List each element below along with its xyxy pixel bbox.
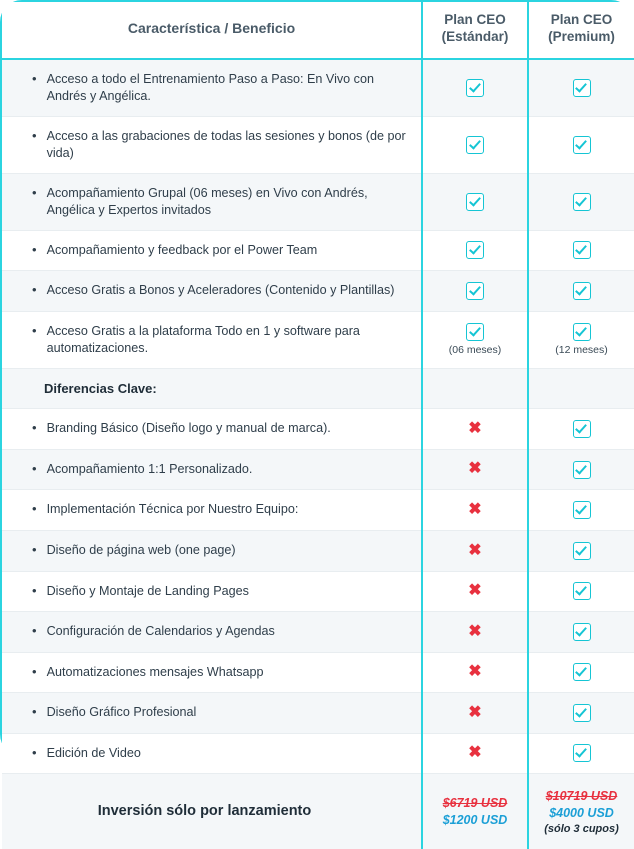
- plan-standard-cell: [422, 59, 528, 117]
- header-plan-standard: [422, 2, 528, 59]
- plan-premium-cell: [528, 449, 634, 490]
- plan-premium-cell: [528, 490, 634, 531]
- bullet-icon: •: [32, 460, 37, 476]
- feature-label: Acceso a las grabaciones de todas las sesiones y bonos (de por vida): [46, 128, 406, 160]
- feature-label: Acceso Gratis a Bonos y Aceleradores (Contenido y Plantillas): [46, 283, 395, 298]
- check-icon: [573, 704, 591, 722]
- pricing-premium-cell: [528, 774, 634, 849]
- bullet-icon: •: [32, 663, 37, 679]
- bullet-item: [32, 704, 407, 722]
- plan-premium-cell: [528, 368, 634, 409]
- plan-premium-cell: [528, 230, 634, 271]
- plan-standard-cell: [422, 733, 528, 774]
- bullet-item: [32, 461, 407, 479]
- bullet-item: [32, 71, 407, 105]
- feature-label: Branding Básico (Diseño logo y manual de marca).: [46, 421, 331, 436]
- feature-label: Configuración de Calendarios y Agendas: [46, 624, 275, 639]
- feature-cell: [2, 693, 422, 734]
- feature-label: Acompañamiento Grupal (06 meses) en Vivo con Andrés, Angélica y Expertos invitados: [46, 185, 368, 217]
- table-body: [2, 59, 634, 849]
- cross-icon: ✖: [468, 541, 482, 559]
- feature-cell: [2, 230, 422, 271]
- table-row: [2, 173, 634, 230]
- plan-standard-cell: [422, 449, 528, 490]
- bullet-icon: •: [32, 70, 37, 86]
- table-row: [2, 733, 634, 774]
- bullet-icon: •: [32, 542, 37, 558]
- check-icon: [466, 79, 484, 97]
- feature-cell: [2, 490, 422, 531]
- header-plan-standard-line2: (Estándar): [441, 28, 509, 44]
- discounted-price: $4000 USD: [549, 805, 614, 820]
- cross-icon: ✖: [468, 582, 482, 600]
- plan-comparison-table: [2, 2, 634, 849]
- feature-cell: [2, 409, 422, 450]
- check-icon: [573, 241, 591, 259]
- plan-premium-cell: [528, 733, 634, 774]
- check-icon: [573, 193, 591, 211]
- bullet-icon: •: [32, 322, 37, 338]
- plan-standard-cell: [422, 571, 528, 612]
- bullet-item: [32, 185, 407, 219]
- cross-icon: ✖: [468, 501, 482, 519]
- bullet-item: [32, 583, 407, 601]
- feature-label: Edición de Video: [46, 745, 141, 760]
- feature-cell: [2, 173, 422, 230]
- bullet-item: [32, 242, 407, 260]
- table-row: [2, 652, 634, 693]
- plan-standard-cell: [422, 311, 528, 368]
- cross-icon: ✖: [468, 744, 482, 762]
- bullet-item: [32, 282, 407, 300]
- check-icon: [573, 623, 591, 641]
- header-plan-premium: [528, 2, 634, 59]
- table-row: [2, 693, 634, 734]
- feature-cell: [2, 59, 422, 117]
- bullet-item: [32, 128, 407, 162]
- feature-label: Acceso a todo el Entrenamiento Paso a Paso: En Vivo con Andrés y Angélica.: [46, 71, 374, 103]
- feature-cell: [2, 311, 422, 368]
- check-icon: [466, 193, 484, 211]
- table-row: [2, 230, 634, 271]
- bullet-icon: •: [32, 241, 37, 257]
- plan-standard-cell: [422, 368, 528, 409]
- header-plan-premium-line1: Plan CEO: [550, 12, 613, 27]
- feature-label: Acceso Gratis a la plataforma Todo en 1 y software para automatizaciones.: [46, 323, 360, 355]
- feature-label: Diseño de página web (one page): [46, 543, 236, 558]
- plan-premium-cell: [528, 652, 634, 693]
- header-plan-standard-line1: Plan CEO: [444, 12, 506, 27]
- table-row: [2, 116, 634, 173]
- plan-premium-cell: [528, 531, 634, 572]
- header-plan-premium-line2: (Premium): [548, 28, 615, 44]
- check-icon: [573, 501, 591, 519]
- plan-premium-cell: [528, 571, 634, 612]
- availability-note: (sólo 3 cupos): [544, 823, 619, 836]
- plan-standard-cell: [422, 693, 528, 734]
- duration-note: (12 meses): [555, 344, 608, 357]
- check-icon: [466, 323, 484, 341]
- feature-cell: [2, 368, 422, 409]
- feature-cell: [2, 449, 422, 490]
- check-icon: [573, 79, 591, 97]
- plan-premium-cell: [528, 612, 634, 653]
- bullet-item: [32, 664, 407, 682]
- bullet-icon: •: [32, 127, 37, 143]
- feature-label: Implementación Técnica por Nuestro Equipo:: [46, 502, 299, 517]
- check-icon: [466, 282, 484, 300]
- table-row: [2, 311, 634, 368]
- plan-standard-cell: [422, 116, 528, 173]
- bullet-item: [32, 542, 407, 560]
- cross-icon: ✖: [468, 419, 482, 437]
- feature-label: Diseño Gráfico Profesional: [46, 705, 197, 720]
- check-icon: [573, 663, 591, 681]
- bullet-item: [32, 323, 407, 357]
- plan-standard-cell: [422, 490, 528, 531]
- check-icon: [573, 461, 591, 479]
- feature-label: Acompañamiento 1:1 Personalizado.: [46, 461, 253, 476]
- bullet-icon: •: [32, 582, 37, 598]
- original-price: $6719 USD: [442, 796, 508, 811]
- cross-icon: ✖: [468, 703, 482, 721]
- table-row: [2, 571, 634, 612]
- check-icon: [573, 136, 591, 154]
- table-row: [2, 612, 634, 653]
- plan-premium-cell: [528, 409, 634, 450]
- plan-standard-cell: [422, 409, 528, 450]
- header-feature-label: Característica / Beneficio: [127, 20, 296, 37]
- check-icon: [573, 282, 591, 300]
- bullet-icon: •: [32, 282, 37, 298]
- plan-premium-cell: [528, 173, 634, 230]
- feature-label: Diseño y Montaje de Landing Pages: [46, 583, 249, 598]
- plan-standard-cell: [422, 612, 528, 653]
- plan-premium-cell: [528, 59, 634, 117]
- plan-standard-cell: [422, 652, 528, 693]
- discounted-price: $1200 USD: [442, 812, 508, 827]
- feature-cell: [2, 531, 422, 572]
- bullet-icon: •: [32, 704, 37, 720]
- feature-cell: [2, 733, 422, 774]
- table-row: [2, 531, 634, 572]
- check-icon: [573, 582, 591, 600]
- plan-standard-cell: [422, 230, 528, 271]
- table-header: [2, 2, 634, 59]
- feature-label: Automatizaciones mensajes Whatsapp: [46, 664, 264, 679]
- table-row: [2, 271, 634, 312]
- plan-premium-cell: [528, 693, 634, 734]
- plan-standard-cell: [422, 531, 528, 572]
- bullet-icon: •: [32, 184, 37, 200]
- cross-icon: ✖: [468, 622, 482, 640]
- cross-icon: ✖: [468, 663, 482, 681]
- bullet-item: [32, 501, 407, 519]
- table-row: [2, 449, 634, 490]
- original-price: $10719 USD: [545, 789, 618, 804]
- check-icon: [573, 323, 591, 341]
- cross-icon: ✖: [468, 460, 482, 478]
- plan-standard-cell: [422, 173, 528, 230]
- bullet-icon: •: [32, 501, 37, 517]
- feature-cell: [2, 271, 422, 312]
- table-row: [2, 490, 634, 531]
- bullet-item: [32, 420, 407, 438]
- feature-cell: [2, 571, 422, 612]
- table-row: [2, 409, 634, 450]
- plan-premium-cell: [528, 271, 634, 312]
- check-icon: [573, 420, 591, 438]
- bullet-icon: •: [32, 744, 37, 760]
- plan-premium-cell: [528, 311, 634, 368]
- bullet-item: [32, 623, 407, 641]
- bullet-item: [32, 745, 407, 763]
- table-row: [2, 59, 634, 117]
- bullet-icon: •: [32, 420, 37, 436]
- header-feature-column: [2, 2, 422, 59]
- check-icon: [573, 542, 591, 560]
- duration-note: (06 meses): [448, 344, 502, 357]
- plan-standard-cell: [422, 271, 528, 312]
- table-header-row: [2, 2, 634, 59]
- bullet-icon: •: [32, 623, 37, 639]
- pricing-row: [2, 774, 634, 849]
- check-icon: [573, 744, 591, 762]
- pricing-label: Inversión sólo por lanzamiento: [2, 774, 422, 849]
- check-icon: [466, 136, 484, 154]
- feature-cell: [2, 116, 422, 173]
- check-icon: [466, 241, 484, 259]
- plan-premium-cell: [528, 116, 634, 173]
- feature-cell: [2, 652, 422, 693]
- pricing-standard-cell: [422, 774, 528, 849]
- feature-cell: [2, 612, 422, 653]
- feature-label: Acompañamiento y feedback por el Power Team: [46, 242, 318, 257]
- section-label: Diferencias Clave:: [44, 380, 157, 396]
- section-row: [2, 368, 634, 409]
